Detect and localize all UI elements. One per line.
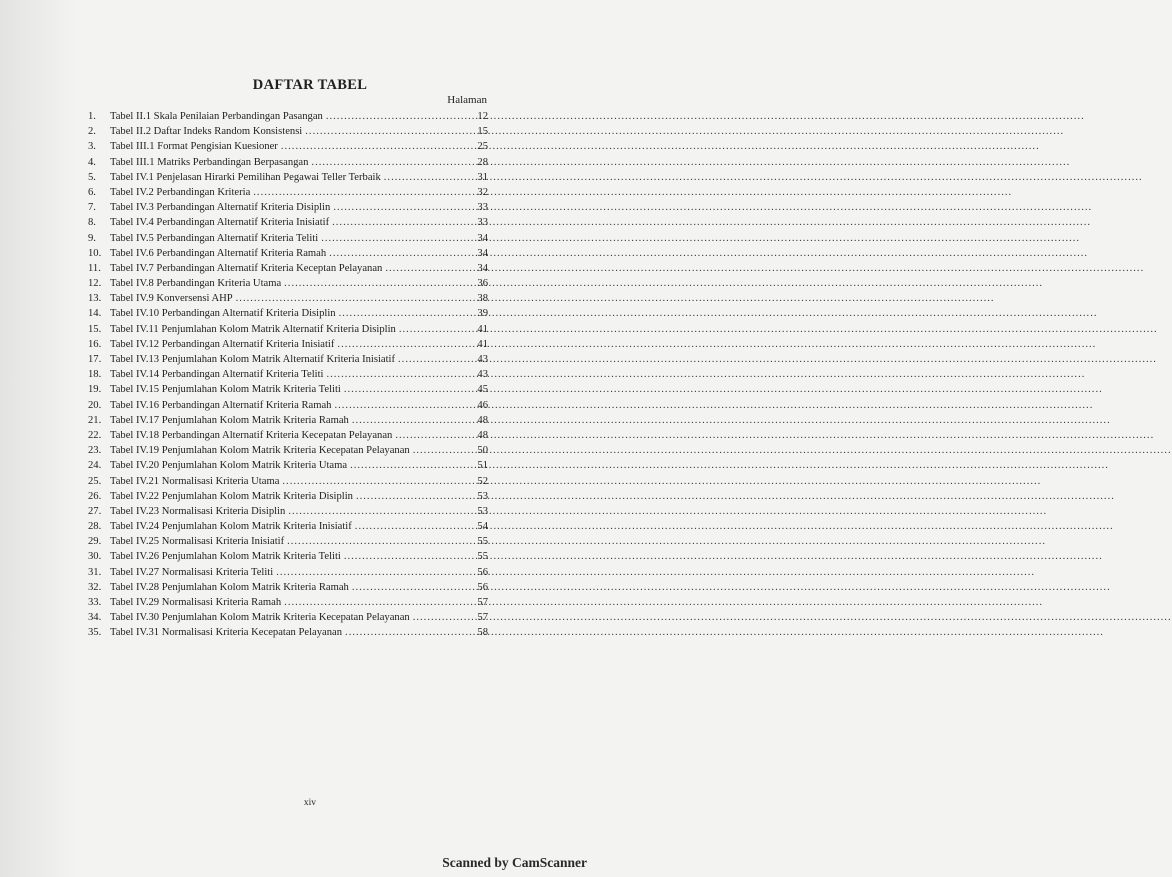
list-item-label: Tabel IV.18 Perbandingan Alternatif Kriteria Kecepatan Pelayanan: [110, 429, 393, 441]
list-item: [88, 276, 488, 291]
list-item-number: 2.: [88, 126, 96, 138]
list-item-label: Tabel IV.15 Penjumlahan Kolom Matrik Kriteria Teliti: [110, 384, 341, 396]
list-item-page: 50: [477, 445, 488, 457]
list-item: [88, 200, 488, 215]
list-item-number: 25.: [88, 475, 102, 487]
list-item-page: 38: [477, 293, 488, 305]
list-item-label: Tabel IV.1 Penjelasan Hirarki Pemilihan Pegawai Teller Terbaik: [110, 171, 381, 183]
dot-leader: [399, 322, 467, 337]
list-item-label: Tabel IV.26 Penjumlahan Kolom Matrik Kriteria Teliti: [110, 551, 341, 563]
list-item-number: 6.: [88, 186, 96, 198]
dot-leader: [287, 534, 467, 549]
list-item-page: 34: [477, 262, 488, 274]
list-item-page: 57: [477, 597, 488, 608]
list-item-number: 1.: [88, 111, 96, 122]
dot-leader: [332, 215, 467, 230]
list-item-page: 31: [477, 171, 488, 183]
list-item: [88, 398, 488, 413]
list-item: [88, 595, 488, 610]
list-item-label: Tabel IV.17 Penjumlahan Kolom Matrik Kriteria Ramah: [110, 414, 349, 426]
list-item: [88, 170, 488, 185]
dot-leader: [326, 367, 467, 382]
dot-leader: [282, 474, 467, 489]
list-item: [88, 306, 488, 321]
list-item-number: 13.: [88, 293, 102, 305]
list-item: [88, 185, 488, 200]
list-item: [88, 246, 488, 261]
dot-leader: [352, 413, 467, 428]
dot-leader: [333, 200, 467, 215]
list-item-label: Tabel IV.30 Penjumlahan Kolom Matrik Kriteria Kecepatan Pelayanan: [110, 612, 410, 624]
list-item-label: Tabel IV.10 Perbandingan Alternatif Kriteria Disiplin: [110, 308, 336, 320]
list-item-number: 9.: [88, 232, 96, 244]
list-item-label: Tabel IV.29 Normalisasi Kriteria Ramah: [110, 597, 282, 608]
list-item-label: Tabel IV.21 Normalisasi Kriteria Utama: [110, 475, 280, 487]
dot-leader: [385, 261, 467, 276]
list-item-number: 20.: [88, 399, 102, 411]
list-item-label: Tabel IV.3 Perbandingan Alternatif Kriteria Disiplin: [110, 202, 331, 214]
list-item-label: Tabel IV.25 Normalisasi Kriteria Inisiatif: [110, 536, 285, 548]
list-item-page: 52: [477, 475, 488, 487]
list-item-page: 45: [477, 384, 488, 396]
list-item-page: 41: [477, 323, 488, 335]
list-item: [88, 458, 488, 473]
list-item: [88, 474, 488, 489]
list-item-page: 54: [477, 521, 488, 533]
list-item-page: 53: [477, 490, 488, 502]
list-item-label: Tabel IV.13 Penjumlahan Kolom Matrik Alternatif Kriteria Inisiatif: [110, 354, 396, 365]
dot-leader: [345, 625, 467, 640]
list-item-page: 43: [477, 369, 488, 381]
list-item-page: 51: [477, 460, 488, 472]
list-item-number: 29.: [88, 536, 102, 548]
list-item-number: 16.: [88, 338, 102, 350]
list-item: [88, 428, 488, 443]
list-item-number: 18.: [88, 369, 102, 381]
list-item: [88, 322, 488, 337]
list-item-page: 55: [477, 536, 488, 548]
page-column-header: Halaman: [447, 94, 487, 106]
list-item-page: 34: [477, 247, 488, 259]
list-item: [88, 352, 488, 367]
list-item: [88, 549, 488, 564]
list-item: [88, 625, 488, 640]
dot-leader: [329, 246, 467, 261]
table-of-tables: [88, 109, 488, 641]
list-item-page: 56: [477, 566, 488, 578]
list-item: [88, 489, 488, 504]
list-item: [88, 215, 488, 230]
dot-leader: [344, 549, 467, 564]
list-item-number: 5.: [88, 171, 96, 183]
list-item-label: Tabel IV.4 Perbandingan Alternatif Kriteria Inisiatif: [110, 217, 330, 229]
dot-leader: [284, 276, 467, 291]
list-item: [88, 413, 488, 428]
list-item: [88, 155, 488, 170]
list-item-page: 33: [477, 202, 488, 214]
list-item-label: Tabel II.1 Skala Penilaian Perbandingan Pasangan: [110, 111, 323, 122]
list-item-label: Tabel IV.31 Normalisasi Kriteria Kecepatan Pelayanan: [110, 627, 343, 639]
list-item-page: 46: [477, 399, 488, 411]
dot-leader: [355, 519, 467, 534]
list-item-number: 22.: [88, 429, 102, 441]
list-item-label: Tabel IV.6 Perbandingan Alternatif Kriteria Ramah: [110, 247, 327, 259]
list-item-page: 15: [477, 126, 488, 138]
dot-leader: [326, 109, 467, 124]
list-item-label: Tabel IV.27 Normalisasi Kriteria Teliti: [110, 566, 274, 578]
list-item-label: Tabel IV.24 Penjumlahan Kolom Matrik Kriteria Inisiatif: [110, 521, 352, 533]
list-item-number: 31.: [88, 566, 102, 578]
list-item-label: Tabel IV.9 Konversensi AHP: [110, 293, 233, 305]
list-item-number: 26.: [88, 490, 102, 502]
list-item-number: 7.: [88, 202, 96, 214]
list-item-number: 33.: [88, 597, 102, 608]
dot-leader: [321, 231, 467, 246]
list-item-label: Tabel IV.28 Penjumlahan Kolom Matrik Kriteria Ramah: [110, 581, 349, 593]
list-item-number: 27.: [88, 505, 102, 517]
list-item-page: 55: [477, 551, 488, 563]
list-item: [88, 109, 488, 124]
dot-leader: [337, 337, 467, 352]
list-item-label: Tabel IV.2 Perbandingan Kriteria: [110, 186, 251, 198]
list-item-number: 30.: [88, 551, 102, 563]
list-item-label: Tabel IV.14 Perbandingan Alternatif Kriteria Teliti: [110, 369, 324, 381]
list-item-page: 56: [477, 581, 488, 593]
dot-leader: [276, 565, 467, 580]
dot-leader: [398, 352, 467, 367]
list-item-page: 48: [477, 414, 488, 426]
list-item: [88, 291, 488, 306]
dot-leader: [236, 291, 467, 306]
list-item-number: 14.: [88, 308, 102, 320]
list-item-label: Tabel IV.7 Perbandingan Alternatif Kriteria Keceptan Pelayanan: [110, 262, 383, 274]
list-item: [88, 610, 488, 625]
list-item-number: 35.: [88, 627, 102, 639]
list-item-label: Tabel IV.12 Perbandingan Alternatif Kriteria Inisiatif: [110, 338, 335, 350]
list-item-label: Tabel IV.5 Perbandingan Alternatif Kriteria Teliti: [110, 232, 319, 244]
list-item: [88, 443, 488, 458]
list-item-page: 58: [477, 627, 488, 639]
list-item-page: 36: [477, 278, 488, 290]
list-item-label: Tabel IV.20 Penjumlahan Kolom Matrik Kriteria Utama: [110, 460, 348, 472]
dot-leader: [356, 489, 467, 504]
list-item-label: Tabel III.1 Matriks Perbandingan Berpasangan: [110, 156, 309, 168]
list-item-number: 8.: [88, 217, 96, 229]
list-item-number: 3.: [88, 141, 96, 153]
list-item-number: 23.: [88, 445, 102, 457]
list-item-page: 53: [477, 505, 488, 517]
list-item-label: Tabel IV.22 Penjumlahan Kolom Matrik Kriteria Disiplin: [110, 490, 353, 502]
list-item: [88, 367, 488, 382]
list-item-number: 21.: [88, 414, 102, 426]
list-item-label: Tabel IV.8 Perbandingan Kriteria Utama: [110, 278, 282, 290]
list-item-number: 28.: [88, 521, 102, 533]
list-item: [88, 534, 488, 549]
list-item-number: 12.: [88, 278, 102, 290]
list-item-number: 24.: [88, 460, 102, 472]
list-item-page: 33: [477, 217, 488, 229]
list-item-page: 28: [477, 156, 488, 168]
list-item-label: Tabel IV.16 Perbandingan Alternatif Kriteria Ramah: [110, 399, 332, 411]
list-item-number: 11.: [88, 262, 101, 274]
dot-leader: [288, 504, 467, 519]
list-item-page: 34: [477, 232, 488, 244]
dot-leader: [334, 398, 467, 413]
list-item-label: Tabel IV.19 Penjumlahan Kolom Matrik Kriteria Kecepatan Pelayanan: [110, 445, 410, 457]
list-item-label: Tabel IV.23 Normalisasi Kriteria Disiplin: [110, 505, 286, 517]
list-item-page: 41: [477, 338, 488, 350]
dot-leader: [253, 185, 467, 200]
list-item-page: 25: [477, 141, 488, 153]
list-item-number: 32.: [88, 581, 102, 593]
dot-leader: [344, 382, 467, 397]
list-item: [88, 382, 488, 397]
list-item: [88, 565, 488, 580]
list-item-page: 48: [477, 429, 488, 441]
list-item-number: 17.: [88, 354, 102, 365]
list-item-number: 4.: [88, 156, 96, 168]
dot-leader: [350, 458, 467, 473]
list-item-number: 15.: [88, 323, 102, 335]
dot-leader: [311, 155, 467, 170]
list-item-page: 43: [477, 354, 488, 365]
dot-leader: [413, 443, 467, 458]
list-item: [88, 337, 488, 352]
dot-leader: [384, 170, 467, 185]
list-item-page: 39: [477, 308, 488, 320]
list-item: [88, 580, 488, 595]
list-item-page: 32: [477, 186, 488, 198]
dot-leader: [395, 428, 467, 443]
list-item: [88, 504, 488, 519]
dot-leader: [284, 595, 467, 610]
list-item-page: 12: [477, 111, 488, 122]
list-item: [88, 519, 488, 534]
dot-leader: [305, 124, 467, 139]
list-item-label: Tabel III.1 Format Pengisian Kuesioner: [110, 141, 278, 153]
list-item-label: Tabel IV.11 Penjumlahan Kolom Matrik Alternatif Kriteria Disiplin: [110, 323, 396, 335]
dot-leader: [281, 139, 467, 154]
dot-leader: [413, 610, 467, 625]
dot-leader: [339, 306, 467, 321]
list-item: [88, 139, 488, 154]
dot-leader: [352, 580, 467, 595]
list-item-page: 57: [477, 612, 488, 624]
page-number: xiv: [303, 798, 317, 808]
list-item-number: 10.: [88, 247, 102, 259]
page-title: DAFTAR TABEL: [252, 77, 368, 93]
list-item-number: 19.: [88, 384, 102, 396]
list-item-label: Tabel II.2 Daftar Indeks Random Konsistensi: [110, 126, 303, 138]
list-item: [88, 261, 488, 276]
list-item: [88, 124, 488, 139]
scanner-watermark: Scanned by CamScanner: [442, 855, 587, 870]
list-item: [88, 231, 488, 246]
list-item-number: 34.: [88, 612, 102, 624]
